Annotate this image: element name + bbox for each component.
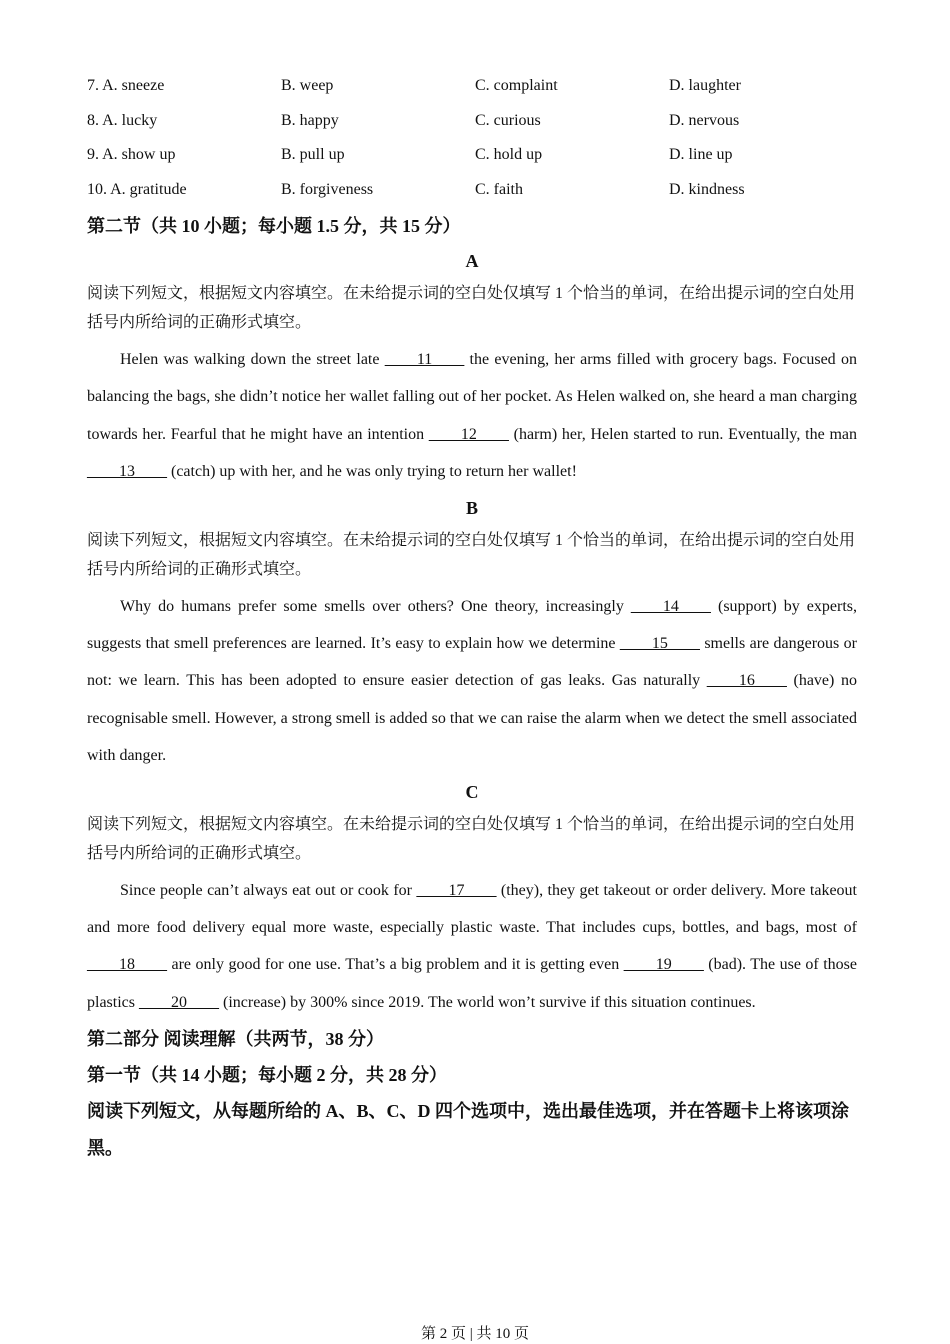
passage-a	[87, 341, 857, 491]
passage-text: the evening, her arms filled with grocery bags. Focused on balancing the bags, she didn’t notice her wallet falling out of her pocket. As Helen walked on, she heard a man charging towards her. Fearful that he might have an intention	[87, 351, 857, 443]
blank-19: ____19____	[623, 956, 704, 974]
passage-c	[87, 872, 857, 1022]
passage-text: (have) no recognisable smell. However, a strong smell is added so that we can raise the alarm when we detect the smell associated with danger.	[87, 672, 858, 765]
section2-heading: 第二节（共 10 小题；每小题 1.5 分，共 15 分）	[87, 216, 461, 236]
passage-text: Why do humans prefer some smells over others? One theory, increasingly	[120, 597, 631, 615]
exam-page	[87, 70, 857, 1167]
option-c: C. curious	[475, 111, 541, 129]
passage-c-instruction: 阅读下列短文，根据短文内容填空。在未给提示词的空白处仅填写 1 个恰当的单词，在给出提示词的空白处用括号内所给词的正确形式填空。	[87, 815, 856, 862]
blank-18: ____18____	[87, 956, 167, 974]
option-a: 10. A. gratitude	[87, 180, 187, 198]
blank-11: ____11____	[384, 351, 465, 368]
section1-heading: 第一节（共 14 小题；每小题 2 分，共 28 分）	[87, 1065, 447, 1086]
blank-15: ____15____	[619, 635, 700, 653]
passage-text: (increase) by 300% since 2019. The world won’t survive if this situation continues.	[219, 993, 756, 1011]
blank-17: ____17____	[416, 881, 497, 899]
blank-12: ____12____	[428, 425, 509, 443]
passage-text: smells are dangerous or not: we learn. This has been adopted to ensure easier detection of gas leaks. Gas naturally	[87, 635, 857, 690]
option-c: C. faith	[475, 180, 523, 198]
option-d: D. laughter	[669, 77, 741, 94]
option-a: 7. A. sneeze	[87, 77, 165, 94]
blank-14: ____14____	[630, 597, 711, 615]
passage-text: (harm) her, Helen started to run. Eventually, the man	[508, 425, 858, 443]
choice-row-7	[87, 70, 857, 105]
option-b: B. forgiveness	[281, 180, 374, 198]
passage-b-label: B	[465, 497, 478, 518]
passage-text: (support) by experts, suggests that smell preferences are learned. It’s easy to explain how we determine	[87, 597, 857, 653]
option-c: C. complaint	[475, 77, 558, 94]
passage-text: Helen was walking down the street late	[120, 351, 385, 368]
choice-row-8	[87, 105, 857, 140]
reading-instruction: 阅读下列短文，从每题所给的 A、B、C、D 四个选项中，选出最佳选项，并在答题卡上将该项涂黑。	[87, 1101, 849, 1159]
passage-text: (catch) up with her, and he was only trying to return her wallet!	[167, 463, 577, 481]
passage-text: (they), they get takeout or order delivery. More takeout and more food delivery equal more waste, especially plastic waste. That includes cups, bottles, and bags, most of	[87, 881, 857, 937]
option-b: B. pull up	[281, 146, 345, 163]
passage-text: are only good for one use. That’s a big problem and it is getting even	[167, 956, 624, 974]
passage-a-instruction: 阅读下列短文，根据短文内容填空。在未给提示词的空白处仅填写 1 个恰当的单词，在给出提示词的空白处用括号内所给词的正确形式填空。	[87, 285, 856, 331]
page-footer: 第 2 页 | 共 10 页	[420, 1326, 529, 1342]
option-b: B. weep	[281, 77, 334, 94]
passage-text: Since people can’t always eat out or cook for	[120, 881, 417, 899]
passage-a-label: A	[465, 251, 479, 271]
choice-table	[87, 70, 857, 208]
part2-heading: 第二部分 阅读理解（共两节，38 分）	[87, 1029, 384, 1050]
passage-c-label: C	[465, 781, 479, 802]
option-d: D. line up	[669, 146, 733, 163]
blank-16: ____16____	[706, 672, 787, 690]
passage-b-instruction: 阅读下列短文，根据短文内容填空。在未给提示词的空白处仅填写 1 个恰当的单词，在给出提示词的空白处用括号内所给词的正确形式填空。	[87, 531, 856, 578]
passage-text: (bad). The use of those plastics	[87, 956, 858, 1011]
blank-13: ____13____	[87, 463, 167, 481]
choice-row-9	[87, 139, 857, 174]
passage-b	[87, 588, 857, 775]
option-b: B. happy	[281, 111, 339, 129]
option-a: 8. A. lucky	[87, 111, 158, 129]
blank-20: ____20____	[139, 993, 219, 1011]
option-c: C. hold up	[475, 146, 543, 163]
option-d: D. kindness	[669, 180, 745, 198]
option-a: 9. A. show up	[87, 146, 176, 163]
option-d: D. nervous	[669, 111, 740, 129]
choice-row-10	[87, 174, 857, 209]
